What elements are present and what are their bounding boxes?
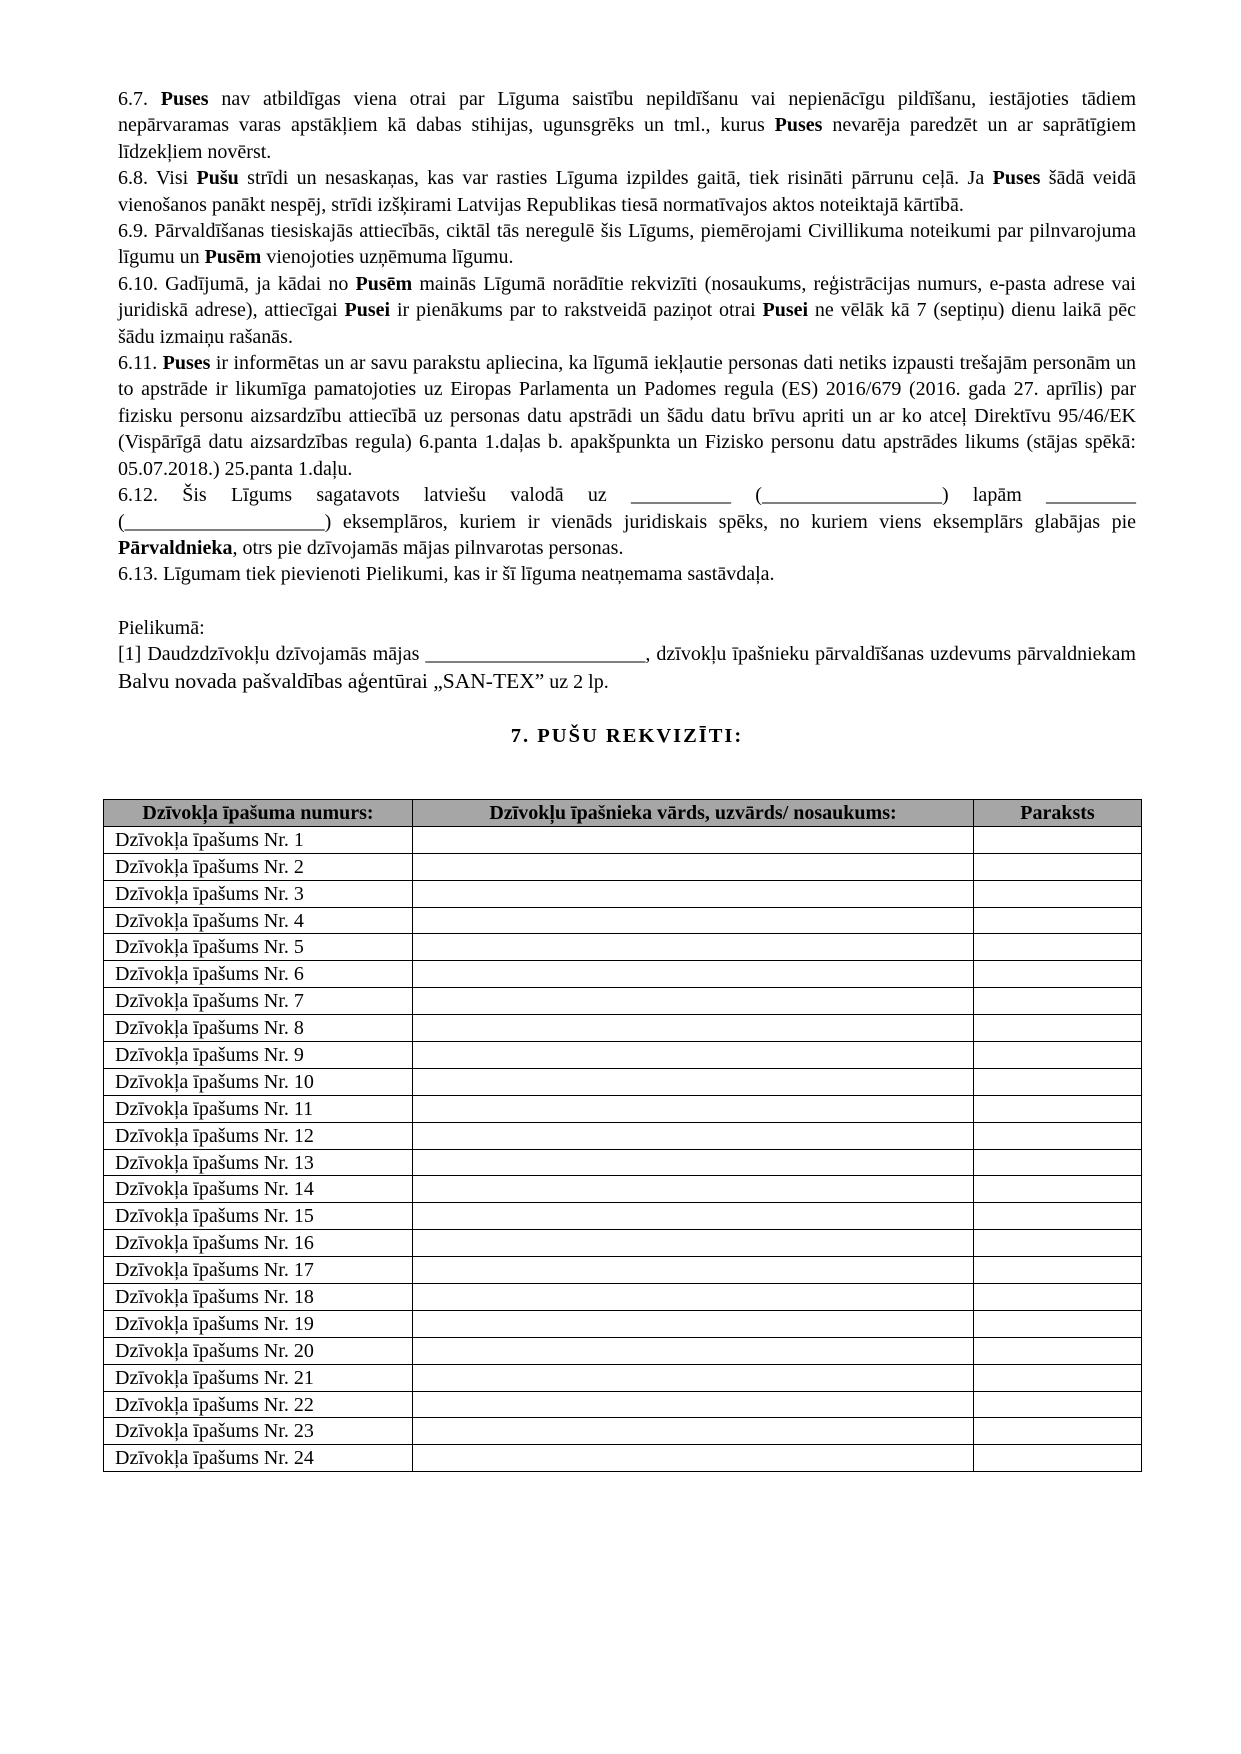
property-number-cell: Dzīvokļa īpašums Nr. 7 — [104, 988, 413, 1015]
text-run: vienojoties uzņēmuma līgumu. — [261, 246, 514, 269]
property-number-cell: Dzīvokļa īpašums Nr. 19 — [104, 1310, 413, 1337]
annex-heading: Pielikumā: — [118, 616, 205, 639]
text-run: 6.12. Šis Līgums sagatavots latviešu valodā uz __________ (__________________) lapām _________ (____________________) eksemplāros, kuriem ir vienāds juridiskais spēks, no kuriem viens eksemplārs glabājas pie — [118, 484, 1136, 533]
owner-name-cell[interactable] — [413, 1095, 974, 1122]
annex-text: [1] Daudzdzīvokļu dzīvojamās mājas ______________________, dzīvokļu īpašnieku pārvaldīšanas uzdevums pārvaldniekam — [118, 643, 1136, 666]
signature-cell[interactable] — [974, 988, 1142, 1015]
clause-6-10 — [118, 271, 1136, 350]
clause-6-12 — [118, 482, 1136, 561]
section-title: 7. PUŠU REKVIZĪTI: — [510, 724, 744, 747]
property-number-cell: Dzīvokļa īpašums Nr. 22 — [104, 1391, 413, 1418]
text-run: ne vēlāk kā 7 (septiņu) dienu laikā pēc šādu izmaiņu rašanās. — [118, 299, 1136, 348]
owner-name-cell[interactable] — [413, 1149, 974, 1176]
property-number-cell: Dzīvokļa īpašums Nr. 23 — [104, 1418, 413, 1445]
table-row — [104, 907, 1142, 934]
table-row — [104, 961, 1142, 988]
owner-name-cell[interactable] — [413, 934, 974, 961]
signature-cell[interactable] — [974, 1203, 1142, 1230]
table-row — [104, 1230, 1142, 1257]
signature-cell[interactable] — [974, 1391, 1142, 1418]
table-row — [104, 1391, 1142, 1418]
owner-name-cell[interactable] — [413, 1445, 974, 1472]
signature-cell[interactable] — [974, 1418, 1142, 1445]
property-number-cell: Dzīvokļa īpašums Nr. 11 — [104, 1095, 413, 1122]
owner-name-cell[interactable] — [413, 1122, 974, 1149]
property-number-cell: Dzīvokļa īpašums Nr. 18 — [104, 1284, 413, 1311]
table-row — [104, 1015, 1142, 1042]
owner-name-cell[interactable] — [413, 880, 974, 907]
owner-name-cell[interactable] — [413, 988, 974, 1015]
owner-name-cell[interactable] — [413, 853, 974, 880]
text-run: šādā veidā vienošanos panākt nespēj, strīdi izšķirami Latvijas Republikas tiesā normatīvajos aktos noteiktajā kārtībā. — [118, 167, 1137, 216]
owners-table-body — [104, 826, 1142, 1471]
column-header-property-number: Dzīvokļa īpašuma numurs: — [104, 800, 413, 827]
clause-6-11 — [118, 350, 1136, 482]
table-row — [104, 1122, 1142, 1149]
clause-6-9 — [118, 218, 1136, 271]
owner-name-cell[interactable] — [413, 1176, 974, 1203]
owner-name-cell[interactable] — [413, 1068, 974, 1095]
text-run: 6.9. Pārvaldīšanas tiesiskajās attiecībās, ciktāl tās neregulē šis Līgums, piemērojami Civillikuma noteikumi par pilnvarojuma līgumu un — [118, 220, 1136, 269]
text-run: strīdi un nesaskaņas, kas var rasties Līguma izpildes gaitā, tiek risināti pārrunu ceļā. Ja — [238, 167, 993, 190]
text-run: 6.7. — [118, 88, 161, 110]
owner-name-cell[interactable] — [413, 907, 974, 934]
signature-cell[interactable] — [974, 853, 1142, 880]
text-run: , otrs pie dzīvojamās mājas pilnvarotas personas. — [232, 536, 624, 559]
bold-run: Pusei — [762, 299, 809, 322]
signature-cell[interactable] — [974, 1445, 1142, 1472]
signature-cell[interactable] — [974, 1176, 1142, 1203]
property-number-cell: Dzīvokļa īpašums Nr. 21 — [104, 1364, 413, 1391]
property-number-cell: Dzīvokļa īpašums Nr. 10 — [104, 1068, 413, 1095]
owner-name-cell[interactable] — [413, 826, 974, 853]
clause-6-8 — [118, 165, 1136, 218]
owner-name-cell[interactable] — [413, 1418, 974, 1445]
property-number-cell: Dzīvokļa īpašums Nr. 5 — [104, 934, 413, 961]
text-run: nevarēja paredzēt un ar saprātīgiem līdzekļiem novērst. — [118, 114, 1136, 163]
text-run: 6.13. Līgumam tiek pievienoti Pielikumi, kas ir šī līguma neatņemama sastāvdaļa. — [118, 563, 775, 586]
table-row — [104, 1095, 1142, 1122]
owner-name-cell[interactable] — [413, 1391, 974, 1418]
table-row — [104, 880, 1142, 907]
property-number-cell: Dzīvokļa īpašums Nr. 24 — [104, 1445, 413, 1472]
table-row — [104, 1445, 1142, 1472]
signature-cell[interactable] — [974, 1364, 1142, 1391]
text-run: ir pienākums par to rakstveidā paziņot otrai — [390, 299, 763, 322]
text-run: 6.11. — [118, 352, 163, 375]
owner-name-cell[interactable] — [413, 1230, 974, 1257]
table-row — [104, 1203, 1142, 1230]
property-number-cell: Dzīvokļa īpašums Nr. 20 — [104, 1337, 413, 1364]
signature-cell[interactable] — [974, 1015, 1142, 1042]
owner-name-cell[interactable] — [413, 1203, 974, 1230]
clause-6-13 — [118, 561, 1136, 587]
property-number-cell: Dzīvokļa īpašums Nr. 9 — [104, 1042, 413, 1069]
table-row — [104, 826, 1142, 853]
owner-name-cell[interactable] — [413, 1042, 974, 1069]
signature-cell[interactable] — [974, 961, 1142, 988]
owner-name-cell[interactable] — [413, 1310, 974, 1337]
property-number-cell: Dzīvokļa īpašums Nr. 3 — [104, 880, 413, 907]
signature-cell[interactable] — [974, 1337, 1142, 1364]
table-row — [104, 1284, 1142, 1311]
owner-name-cell[interactable] — [413, 961, 974, 988]
table-row — [104, 1257, 1142, 1284]
bold-run: Puses — [162, 352, 211, 375]
signature-cell[interactable] — [974, 1122, 1142, 1149]
property-number-cell: Dzīvokļa īpašums Nr. 1 — [104, 826, 413, 853]
table-row — [104, 1310, 1142, 1337]
bold-run: Pusei — [344, 299, 391, 322]
table-row — [104, 1418, 1142, 1445]
owners-table — [103, 799, 1142, 1472]
signature-cell[interactable] — [974, 1149, 1142, 1176]
property-number-cell: Dzīvokļa īpašums Nr. 2 — [104, 853, 413, 880]
property-number-cell: Dzīvokļa īpašums Nr. 6 — [104, 961, 413, 988]
annex-agency-name: Balvu novada pašvaldības aģentūrai „SAN-TEX” — [118, 668, 545, 693]
bold-run: Pusēm — [355, 272, 413, 295]
text-run: ir informētas un ar savu parakstu apliecina, ka līgumā iekļautie personas dati netiks izpausti trešajām personām un to apstrāde ir likumīga pamatojoties uz Eiropas Parlamenta un Padomes regula (ES) 2016/679 (2016. gada 27. aprīlis) par fizisku personu aizsardzību attiecībā uz personas datu apstrādi un šādu datu brīvu apriti un ar ko atceļ Direktīvu 95/46/EK (Vispārīgā datu aizsardzības regula) 6.panta 1.daļas b. apakšpunkta un Fizisko personu datu apstrādes likums (stājas spēkā: 05.07.2018.) 25.panta 1.daļu. — [118, 352, 1136, 480]
signature-cell[interactable] — [974, 1257, 1142, 1284]
property-number-cell: Dzīvokļa īpašums Nr. 12 — [104, 1122, 413, 1149]
signature-cell[interactable] — [974, 934, 1142, 961]
owner-name-cell[interactable] — [413, 1337, 974, 1364]
column-header-signature: Paraksts — [974, 800, 1142, 827]
bold-run: Pārvaldnieka — [118, 536, 233, 559]
property-number-cell: Dzīvokļa īpašums Nr. 16 — [104, 1230, 413, 1257]
property-number-cell: Dzīvokļa īpašums Nr. 15 — [104, 1203, 413, 1230]
clause-6-7 — [118, 86, 1136, 165]
signature-cell[interactable] — [974, 1284, 1142, 1311]
document-body — [118, 86, 1136, 749]
bold-run: Puses — [160, 88, 209, 110]
table-header-row — [104, 800, 1142, 827]
property-number-cell: Dzīvokļa īpašums Nr. 4 — [104, 907, 413, 934]
table-row — [104, 1068, 1142, 1095]
table-row — [104, 1176, 1142, 1203]
owner-name-cell[interactable] — [413, 1364, 974, 1391]
signature-cell[interactable] — [974, 1230, 1142, 1257]
annex-text: uz 2 lp. — [544, 670, 609, 693]
text-run: nav atbildīgas viena otrai par Līguma saistību nepildīšanu vai nepienācīgu pildīšanu, iestājoties tādiem nepārvaramas varas apstākļiem kā dabas stihijas, ugunsgrēks un tml., kurus — [118, 88, 1137, 137]
owner-name-cell[interactable] — [413, 1015, 974, 1042]
signature-cell[interactable] — [974, 1310, 1142, 1337]
bold-run: Puses — [774, 114, 823, 137]
table-row — [104, 1337, 1142, 1364]
property-number-cell: Dzīvokļa īpašums Nr. 13 — [104, 1149, 413, 1176]
table-row — [104, 934, 1142, 961]
table-row — [104, 1149, 1142, 1176]
table-row — [104, 1364, 1142, 1391]
bold-run: Puses — [992, 167, 1041, 190]
bold-run: Pusēm — [204, 246, 262, 269]
owner-name-cell[interactable] — [413, 1284, 974, 1311]
annex-item — [118, 641, 1136, 695]
bold-run: Pušu — [196, 167, 239, 190]
signature-cell[interactable] — [974, 907, 1142, 934]
table-row — [104, 1042, 1142, 1069]
signature-cell[interactable] — [974, 1095, 1142, 1122]
property-number-cell: Dzīvokļa īpašums Nr. 14 — [104, 1176, 413, 1203]
text-run: 6.8. Visi — [118, 167, 197, 190]
signature-cell[interactable] — [974, 1068, 1142, 1095]
text-run: 6.10. Gadījumā, ja kādai no — [118, 272, 356, 295]
owner-name-cell[interactable] — [413, 1257, 974, 1284]
property-number-cell: Dzīvokļa īpašums Nr. 17 — [104, 1257, 413, 1284]
signature-cell[interactable] — [974, 826, 1142, 853]
signature-cell[interactable] — [974, 880, 1142, 907]
table-row — [104, 988, 1142, 1015]
table-row — [104, 853, 1142, 880]
column-header-owner-name: Dzīvokļu īpašnieka vārds, uzvārds/ nosaukums: — [413, 800, 974, 827]
text-run: mainās Līgumā norādītie rekvizīti (nosaukums, reģistrācijas numurs, e-pasta adrese vai juridiskā adrese), attiecīgai — [118, 272, 1136, 322]
property-number-cell: Dzīvokļa īpašums Nr. 8 — [104, 1015, 413, 1042]
signature-cell[interactable] — [974, 1042, 1142, 1069]
